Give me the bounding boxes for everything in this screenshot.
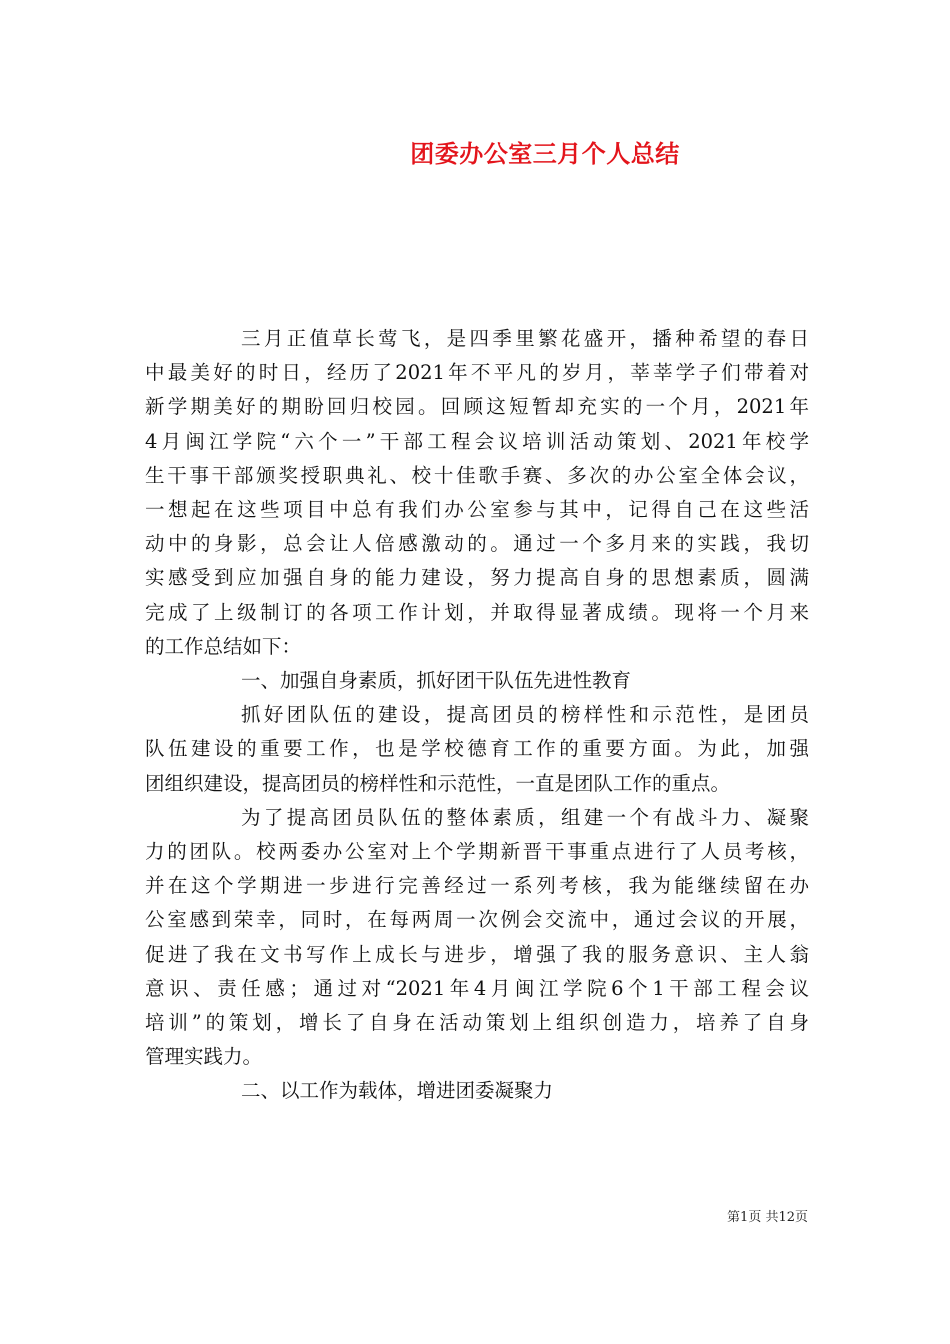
text-line: 的工作总结如下： [145,634,302,658]
document-body [145,322,809,1109]
text-line: 团组织建设，提高团员的榜样性和示范性，一直是团队工作的重点。 [145,771,731,795]
document-title: 团委办公室三月个人总结 [410,140,680,168]
text-line: 新学期美好的期盼回归校园。回顾这短暂却充实的一个月，2021年 [145,395,809,419]
section-heading [145,1074,809,1108]
text-line: 三月正值草长莺飞，是四季里繁花盛开，播种希望的春日 [241,327,809,350]
text-line: 公室感到荣幸，同时，在每两周一次例会交流中，通过会议的开展， [145,908,809,932]
text-line: 管理实践力。 [145,1045,263,1069]
text-line: 4月闽江学院“六个一”干部工程会议培训活动策划、2021年校学 [145,429,809,453]
section-heading [145,664,809,698]
text-line: 队伍建设的重要工作，也是学校德育工作的重要方面。为此，加强 [145,737,809,761]
text-line: 促进了我在文书写作上成长与进步，增强了我的服务意识、主人翁 [145,942,809,966]
text-line: 一、加强自身素质，抓好团干队伍先进性教育 [241,669,632,693]
text-line: 动中的身影，总会让人倍感激动的。通过一个多月来的实践，我切 [145,532,809,556]
text-line: 意识、责任感；通过对“2021年4月闽江学院6个1干部工程会议 [145,976,809,1000]
text-line: 中最美好的时日，经历了2021年不平凡的岁月，莘莘学子们带着对 [145,361,809,385]
text-line: 实感受到应加强自身的能力建设，努力提高自身的思想素质，圆满 [145,566,809,590]
text-line: 二、以工作为载体，增进团委凝聚力 [241,1079,554,1103]
text-line: 抓好团队伍的建设，提高团员的榜样性和示范性，是团员 [241,703,809,727]
paragraph [145,322,809,664]
text-line: 力的团队。校两委办公室对上个学期新晋干事重点进行了人员考核， [145,840,809,864]
text-line: 完成了上级制订的各项工作计划，并取得显著成绩。现将一个月来 [145,600,809,624]
text-line: 生干事干部颁奖授职典礼、校十佳歌手赛、多次的办公室全体会议， [145,463,809,487]
text-line: 并在这个学期进一步进行完善经过一系列考核，我为能继续留在办 [145,874,809,898]
page-footer: 第1页 共12页 [727,1210,808,1225]
text-line: 培训”的策划，增长了自身在活动策划上组织创造力，培养了自身 [145,1011,809,1035]
paragraph [145,801,809,1075]
text-line: 一想起在这些项目中总有我们办公室参与其中，记得自己在这些活 [145,498,809,522]
paragraph [145,698,809,801]
text-line: 为了提高团员队伍的整体素质，组建一个有战斗力、凝聚 [241,805,809,829]
